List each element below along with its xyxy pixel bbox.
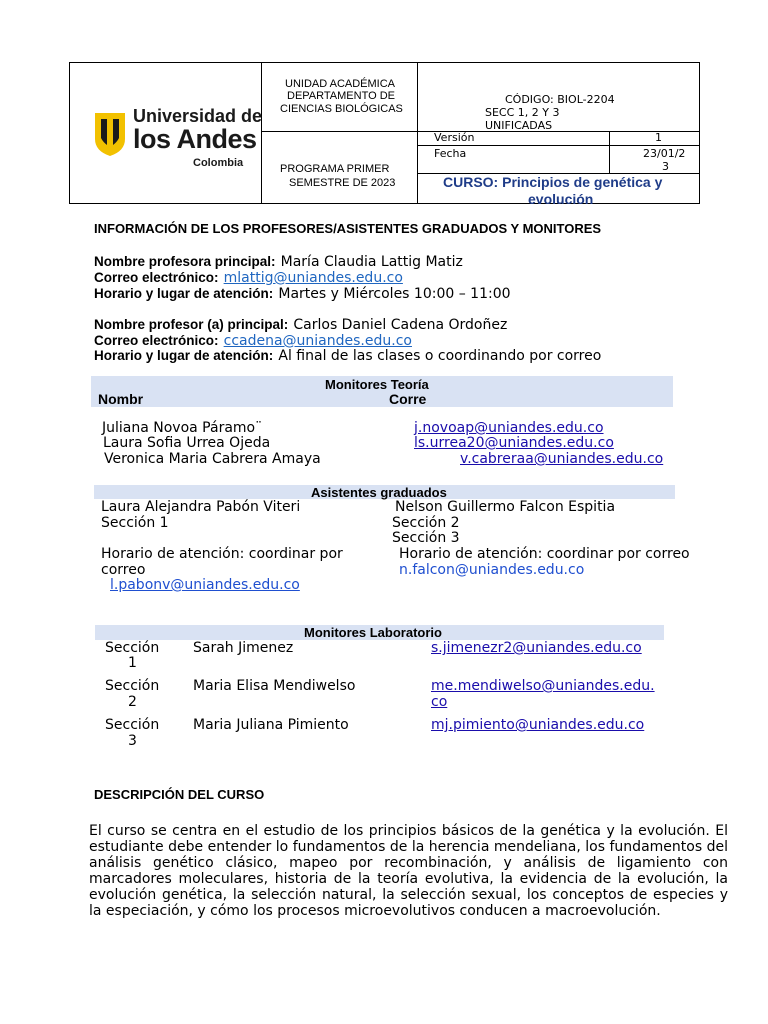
asistente-left-section: Sección 1 [101, 515, 169, 531]
lab-monitor-email[interactable]: me.mendiwelso@uniandes.edu. [431, 678, 655, 694]
header-divider [417, 62, 418, 204]
unit-line2: DEPARTAMENTO DE [287, 90, 395, 102]
prof1-name-label: Nombre profesora principal: [94, 254, 276, 269]
lab-monitor-name: Sarah Jimenez [193, 640, 294, 656]
lab-section-label: Sección [105, 717, 160, 733]
prof1-email-link[interactable]: mlattig@uniandes.edu.co [223, 270, 403, 286]
lab-monitor-email[interactable]: s.jimenezr2@uniandes.edu.co [431, 640, 642, 656]
lab-section-number: 1 [128, 655, 137, 671]
asistente-right-email[interactable]: n.falcon@uniandes.edu.co [399, 562, 585, 578]
monitor-teoria-name: Veronica Maria Cabrera Amaya [104, 451, 321, 467]
logo-text-line1: Universidad de [133, 106, 263, 126]
asistente-right-name: Nelson Guillermo Falcon Espitia [395, 499, 616, 515]
asistente-left-hours-line1: Horario de atención: coordinar por [101, 546, 343, 562]
prof1-hours-label: Horario y lugar de atención: [94, 286, 274, 301]
monitor-teoria-name: Laura Sofia Urrea Ojeda [103, 435, 271, 451]
prof2-hours-label: Horario y lugar de atención: [94, 348, 274, 363]
asistente-right-section: Sección 2 [392, 515, 460, 531]
monitor-teoria-email[interactable]: j.novoap@uniandes.edu.co [414, 420, 604, 436]
asistente-right-hours: Horario de atención: coordinar por correo [399, 546, 690, 562]
monitores-teoria-title: Monitores Teoría [325, 377, 429, 392]
prof2-hours: Al final de las clases o coordinando por correo [278, 348, 602, 364]
asistentes-title: Asistentes graduados [311, 485, 447, 500]
lab-monitor-name: Maria Elisa Mendiwelso [193, 678, 356, 694]
asistente-left-hours-line2: correo [101, 562, 146, 578]
prof1-hours: Martes y Miércoles 10:00 – 11:00 [278, 286, 511, 302]
prof2-email-label: Correo electrónico: [94, 333, 219, 348]
header-divider [609, 131, 610, 173]
course-code: CÓDIGO: BIOL-2204 [505, 93, 615, 106]
lab-section-label: Sección [105, 678, 160, 694]
lab-monitor-email[interactable]: mj.pimiento@uniandes.edu.co [431, 717, 645, 733]
program-line2: SEMESTRE DE 2023 [289, 177, 396, 189]
asistente-right-section: Sección 3 [392, 530, 460, 546]
course-title-line2: evolución [528, 191, 594, 204]
prof1-hours-row [94, 283, 511, 302]
header-divider [261, 131, 700, 132]
prof2-hours-row [94, 345, 601, 364]
lab-section-number: 2 [128, 694, 137, 710]
program-line1: PROGRAMA PRIMER [280, 163, 390, 175]
col-name-header: Nombr [98, 391, 144, 407]
date-value-line2: 3 [662, 160, 669, 173]
date-value-line1: 23/01/2 [643, 147, 686, 160]
university-shield-icon [93, 111, 127, 157]
monitor-teoria-email[interactable]: ls.urrea20@uniandes.edu.co [414, 435, 614, 451]
prof1-email-label: Correo electrónico: [94, 270, 219, 285]
lab-section-number: 3 [128, 733, 137, 749]
col-email-header: Corre [389, 391, 427, 407]
lab-monitor-email-cont[interactable]: co [431, 694, 448, 710]
prof2-email-link[interactable]: ccadena@uniandes.edu.co [223, 333, 412, 349]
header-divider [417, 145, 700, 146]
logo-text-line3: Colombia [193, 157, 244, 169]
version-value: 1 [655, 131, 662, 144]
version-label: Versión [434, 131, 475, 144]
course-sections: SECC 1, 2 Y 3 [485, 106, 560, 119]
unit-line1: UNIDAD ACADÉMICA [285, 78, 396, 90]
asistente-left-email[interactable]: l.pabonv@uniandes.edu.co [110, 577, 300, 593]
course-unified: UNIFICADAS [485, 119, 553, 132]
prof2-name: Carlos Daniel Cadena Ordoñez [293, 317, 508, 333]
descripcion-text: El curso se centra en el estudio de los principios básicos de la genética y la evolución. El estudiante debe entender lo fundamentos de la herencia mendeliana, los fundamentos del análisis genético clásico, mapeo por recombinación, y análisis de ligamiento con marcadores moleculares, historia de la teoría evolutiva, la evidencia de la evolución, la evolución genética, la selección natural, la selección sexual, los conceptos de especies y la especiación, y cómo los procesos microevolutivos conducen a macroevolución. [89, 823, 728, 919]
unit-line3: CIENCIAS BIOLÓGICAS [280, 103, 403, 115]
monitor-teoria-email[interactable]: v.cabreraa@uniandes.edu.co [460, 451, 664, 467]
course-title-line1: CURSO: Principios de genética y [443, 174, 663, 190]
prof2-name-label: Nombre profesor (a) principal: [94, 317, 289, 332]
monitor-teoria-name: Juliana Novoa Páramo¨ [102, 420, 263, 436]
monitores-lab-title: Monitores Laboratorio [304, 625, 442, 640]
prof1-name: María Claudia Lattig Matiz [280, 254, 463, 270]
info-section-title: INFORMACIÓN DE LOS PROFESORES/ASISTENTES GRADUADOS Y MONITORES [94, 221, 602, 236]
lab-section-label: Sección [105, 640, 160, 656]
logo-text-line2: los Andes [133, 124, 257, 154]
descripcion-title: DESCRIPCIÓN DEL CURSO [94, 787, 265, 802]
date-label: Fecha [434, 147, 467, 160]
asistente-left-name: Laura Alejandra Pabón Viteri [101, 499, 301, 515]
lab-monitor-name: Maria Juliana Pimiento [193, 717, 349, 733]
header-divider [261, 62, 262, 204]
